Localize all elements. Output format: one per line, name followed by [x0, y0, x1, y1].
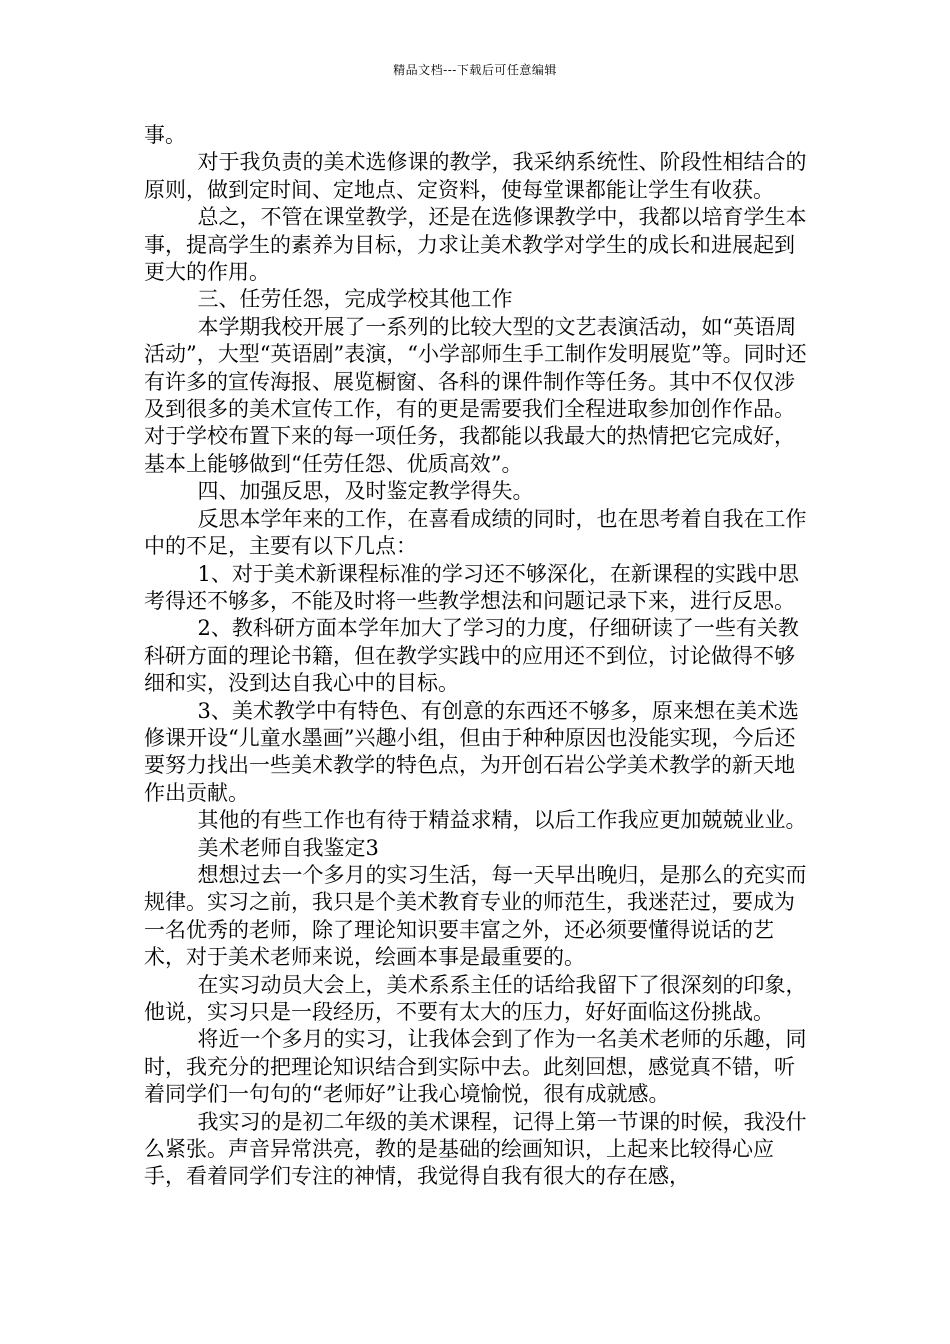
paragraph-school-activities: 本学期我校开展了一系列的比较大型的文艺表演活动，如“英语周活动”，大型“英语剧”表演，“小学部师生手工制作发明展览”等。同时还有许多的宣传海报、展览橱窗、各科的课件制作等任务。其中不仅仅涉及到很多的美术宣传工作，有的更是需要我们全程进取参加创作作品。对于学校布置下来的每一项任务，我都能以我最大的热情把它完成好，基本上能够做到“任劳任怨、优质高效”。	[144, 314, 807, 476]
paragraph-mobilization-meeting: 在实习动员大会上，美术系系主任的话给我留下了很深刻的印象，他说，实习只是一段经历，不要有太大的压力，好好面临这份挑战。	[144, 972, 807, 1024]
section-title-self-appraisal-3: 美术老师自我鉴定3	[197, 835, 379, 860]
section-heading-three: 三、任劳任怨，完成学校其他工作	[197, 287, 513, 312]
paragraph-continuation: 事。	[144, 123, 186, 147]
list-item-3: 3、美术教学中有特色、有创意的东西还不够多，原来想在美术选修课开设“儿童水墨画”兴趣小组，但由于种种原因也没能实现，今后还要努力找出一些美术教学的特色点，为开创石岩公学美术教学的新天地作出贡献。	[144, 698, 799, 805]
paragraph-summary: 总之，不管在课堂教学，还是在选修课教学中，我都以培育学生本事，提高学生的素养为目标，力求让美术教学对学生的成长和进展起到更大的作用。	[144, 205, 807, 285]
paragraph-other-work: 其他的有些工作也有待于精益求精，以后工作我应更加兢兢业业。	[197, 808, 807, 833]
list-item-1: 1、对于美术新课程标准的学习还不够深化，在新课程的实践中思考得还不够多，不能及时将一些教学想法和问题记录下来，进行反思。	[144, 561, 799, 613]
section-heading-four: 四、加强反思，及时鉴定教学得失。	[197, 479, 534, 504]
paragraph-reflection-intro: 反思本学年来的工作，在喜看成绩的同时，也在思考着自我在工作中的不足，主要有以下几点：	[144, 506, 807, 559]
list-item-2: 2、教科研方面本学年加大了学习的力度，仔细研读了一些有关教科研方面的理论书籍，但在教学实践中的应用还不到位，讨论做得不够细和实，没到达自我心中的目标。	[144, 616, 799, 696]
paragraph-elective-teaching: 对于我负责的美术选修课的教学，我采纳系统性、阶段性相结合的原则，做到定时间、定地点、定资料，使每堂课都能让学生有收获。	[144, 150, 807, 202]
paragraph-first-class: 我实习的是初二年级的美术课程，记得上第一节课的时候，我没什么紧张。声音异常洪亮，教的是基础的绘画知识，上起来比较得心应手，看着同学们专注的神情，我觉得自我有很大的存在感，	[144, 1109, 807, 1189]
page-header: 精品文档---下载后可任意编辑	[393, 63, 557, 77]
paragraph-internship-joy: 将近一个多月的实习，让我体会到了作为一名美术老师的乐趣，同时，我充分的把理论知识结合到实际中去。此刻回想，感觉真不错，听着同学们一句句的“老师好”让我心境愉悦，很有成就感。	[144, 1027, 807, 1107]
document-body	[144, 122, 808, 1191]
paragraph-internship-life: 想想过去一个多月的实习生活，每一天早出晚归，是那么的充实而规律。实习之前，我只是个美术教育专业的师范生，我迷茫过，要成为一名优秀的老师，除了理论知识要丰富之外，还必须要懂得说话的艺术，对于美术老师来说，绘画本事是最重要的。	[144, 862, 807, 970]
